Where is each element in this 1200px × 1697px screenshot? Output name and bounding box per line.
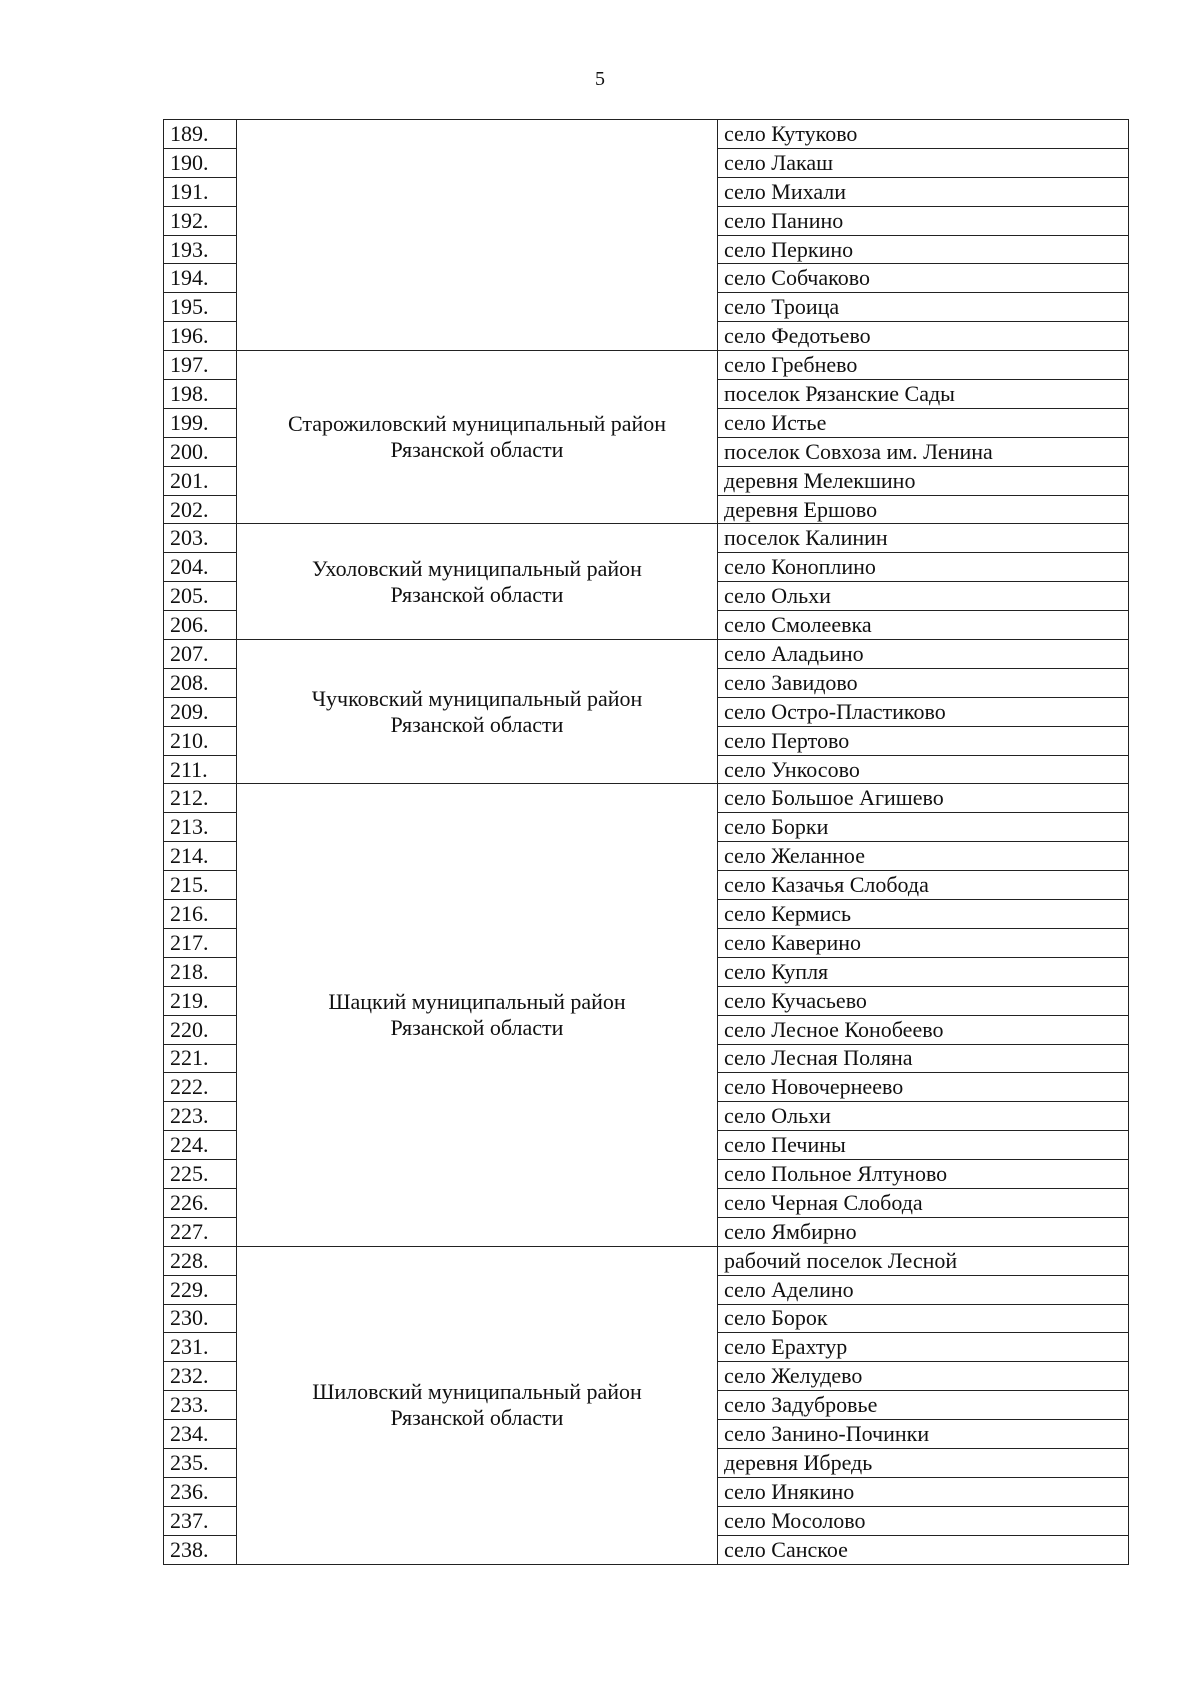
settlements-table	[163, 119, 1129, 1565]
row-number-cell: 213.	[164, 813, 237, 842]
settlement-cell: село Санское	[718, 1535, 1129, 1564]
row-number-cell: 230.	[164, 1304, 237, 1333]
row-number-cell: 222.	[164, 1073, 237, 1102]
settlement-cell: село Инякино	[718, 1477, 1129, 1506]
settlement-cell: село Мосолово	[718, 1506, 1129, 1535]
row-number-cell: 237.	[164, 1506, 237, 1535]
row-number-cell: 192.	[164, 206, 237, 235]
row-number-cell: 226.	[164, 1188, 237, 1217]
row-number-cell: 191.	[164, 177, 237, 206]
row-number-cell: 201.	[164, 466, 237, 495]
row-number-cell: 212.	[164, 784, 237, 813]
district-name-line: Чучковский муниципальный район	[311, 685, 643, 711]
settlement-cell: село Завидово	[718, 668, 1129, 697]
settlement-cell: поселок Совхоза им. Ленина	[718, 437, 1129, 466]
settlement-cell: село Желанное	[718, 842, 1129, 871]
settlement-cell: село Новочернеево	[718, 1073, 1129, 1102]
settlement-cell: село Черная Слобода	[718, 1188, 1129, 1217]
row-number-cell: 218.	[164, 957, 237, 986]
settlement-cell: село Михали	[718, 177, 1129, 206]
row-number-cell: 207.	[164, 640, 237, 669]
row-number-cell: 214.	[164, 842, 237, 871]
row-number-cell: 209.	[164, 697, 237, 726]
row-number-cell: 210.	[164, 726, 237, 755]
district-name-line: Старожиловский муниципальный район	[287, 411, 667, 437]
settlement-cell: село Ерахтур	[718, 1333, 1129, 1362]
settlement-cell: село Кутуково	[718, 120, 1129, 149]
settlement-cell: село Желудево	[718, 1362, 1129, 1391]
row-number-cell: 197.	[164, 351, 237, 380]
page-number: 5	[595, 68, 605, 90]
settlement-cell: село Лесное Конобеево	[718, 1015, 1129, 1044]
district-cell	[237, 640, 718, 784]
settlement-cell: село Смолеевка	[718, 611, 1129, 640]
row-number-cell: 228.	[164, 1246, 237, 1275]
settlement-cell: село Борок	[718, 1304, 1129, 1333]
row-number-cell: 221.	[164, 1044, 237, 1073]
row-number-cell: 200.	[164, 437, 237, 466]
settlement-cell: деревня Мелекшино	[718, 466, 1129, 495]
table-row	[164, 524, 1129, 553]
row-number-cell: 238.	[164, 1535, 237, 1564]
row-number-cell: 208.	[164, 668, 237, 697]
row-number-cell: 190.	[164, 148, 237, 177]
row-number-cell: 202.	[164, 495, 237, 524]
row-number-cell: 189.	[164, 120, 237, 149]
settlement-cell: село Ольхи	[718, 582, 1129, 611]
row-number-cell: 227.	[164, 1217, 237, 1246]
settlement-cell: село Аладьино	[718, 640, 1129, 669]
row-number-cell: 225.	[164, 1160, 237, 1189]
row-number-cell: 216.	[164, 900, 237, 929]
settlement-cell: село Кермись	[718, 900, 1129, 929]
row-number-cell: 198.	[164, 380, 237, 409]
row-number-cell: 211.	[164, 755, 237, 784]
row-number-cell: 215.	[164, 871, 237, 900]
settlement-cell: село Федотьево	[718, 322, 1129, 351]
settlement-cell: деревня Ершово	[718, 495, 1129, 524]
settlement-cell: село Борки	[718, 813, 1129, 842]
settlement-cell: село Кучасьево	[718, 986, 1129, 1015]
settlement-cell: село Троица	[718, 293, 1129, 322]
settlement-cell: село Занино-Починки	[718, 1420, 1129, 1449]
row-number-cell: 223.	[164, 1102, 237, 1131]
settlement-cell: село Собчаково	[718, 264, 1129, 293]
settlement-cell: село Аделино	[718, 1275, 1129, 1304]
settlement-cell: поселок Рязанские Сады	[718, 380, 1129, 409]
settlement-cell: село Гребнево	[718, 351, 1129, 380]
row-number-cell: 219.	[164, 986, 237, 1015]
settlement-cell: село Пертово	[718, 726, 1129, 755]
row-number-cell: 217.	[164, 928, 237, 957]
row-number-cell: 194.	[164, 264, 237, 293]
settlement-cell: поселок Калинин	[718, 524, 1129, 553]
settlement-cell: село Перкино	[718, 235, 1129, 264]
district-name-line: Рязанской области	[390, 437, 564, 463]
table-row	[164, 784, 1129, 813]
row-number-cell: 204.	[164, 553, 237, 582]
row-number-cell: 232.	[164, 1362, 237, 1391]
district-name-line: Рязанской области	[390, 711, 564, 737]
district-name-line: Шиловский муниципальный район	[312, 1379, 642, 1405]
table-row	[164, 1246, 1129, 1275]
settlement-cell: село Панино	[718, 206, 1129, 235]
district-name-line: Рязанской области	[390, 1015, 564, 1041]
settlement-cell: село Польное Ялтуново	[718, 1160, 1129, 1189]
row-number-cell: 231.	[164, 1333, 237, 1362]
row-number-cell: 196.	[164, 322, 237, 351]
district-cell	[237, 351, 718, 524]
row-number-cell: 220.	[164, 1015, 237, 1044]
settlement-cell: село Казачья Слобода	[718, 871, 1129, 900]
row-number-cell: 199.	[164, 408, 237, 437]
row-number-cell: 236.	[164, 1477, 237, 1506]
settlement-cell: село Большое Агишево	[718, 784, 1129, 813]
district-name-line: Рязанской области	[390, 1405, 564, 1431]
settlement-cell: село Остро-Пластиково	[718, 697, 1129, 726]
table-row	[164, 351, 1129, 380]
district-cell	[237, 784, 718, 1246]
settlement-cell: село Истье	[718, 408, 1129, 437]
table-row	[164, 640, 1129, 669]
row-number-cell: 206.	[164, 611, 237, 640]
table-body	[164, 120, 1129, 1565]
district-cell	[237, 120, 718, 351]
table-row	[164, 120, 1129, 149]
row-number-cell: 193.	[164, 235, 237, 264]
row-number-cell: 203.	[164, 524, 237, 553]
district-cell	[237, 1246, 718, 1564]
district-cell	[237, 524, 718, 640]
settlement-cell: село Ункосово	[718, 755, 1129, 784]
settlement-cell: деревня Ибредь	[718, 1448, 1129, 1477]
settlement-cell: село Ольхи	[718, 1102, 1129, 1131]
row-number-cell: 233.	[164, 1391, 237, 1420]
district-name-line: Рязанской области	[390, 581, 564, 607]
row-number-cell: 224.	[164, 1131, 237, 1160]
district-name-line: Ухоловский муниципальный район	[312, 555, 642, 581]
row-number-cell: 235.	[164, 1448, 237, 1477]
settlement-cell: село Лакаш	[718, 148, 1129, 177]
settlement-cell: село Лесная Поляна	[718, 1044, 1129, 1073]
row-number-cell: 195.	[164, 293, 237, 322]
settlement-cell: село Задубровье	[718, 1391, 1129, 1420]
settlement-cell: село Купля	[718, 957, 1129, 986]
settlement-cell: село Коноплино	[718, 553, 1129, 582]
settlement-cell: село Каверино	[718, 928, 1129, 957]
settlement-cell: село Ямбирно	[718, 1217, 1129, 1246]
settlement-cell: село Печины	[718, 1131, 1129, 1160]
row-number-cell: 205.	[164, 582, 237, 611]
row-number-cell: 234.	[164, 1420, 237, 1449]
row-number-cell: 229.	[164, 1275, 237, 1304]
district-name-line: Шацкий муниципальный район	[328, 989, 626, 1015]
settlement-cell: рабочий поселок Лесной	[718, 1246, 1129, 1275]
